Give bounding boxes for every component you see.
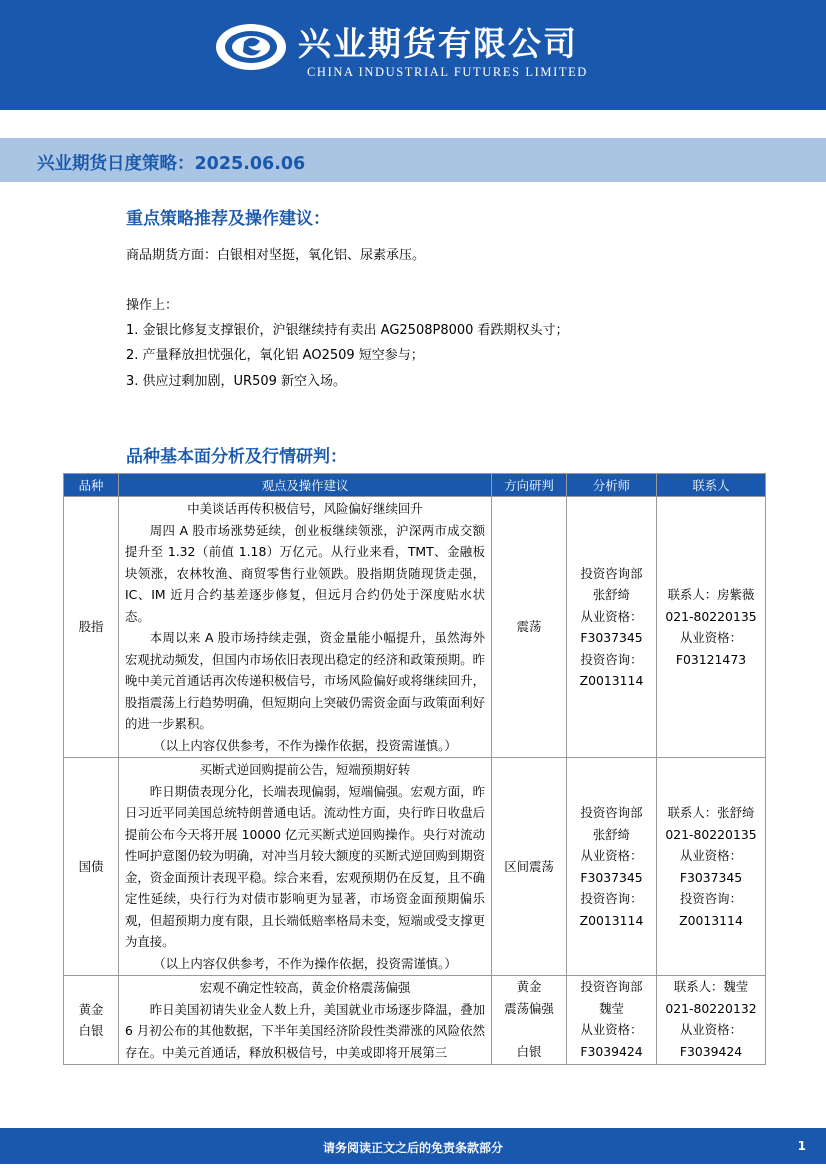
header-direction: 方向研判 [492, 474, 567, 497]
product-cell: 股指 [64, 497, 119, 758]
analyst-name: 魏莹 [599, 1000, 624, 1016]
direction-spacer [495, 1019, 563, 1041]
view-paragraph: 本周以来 A 股市场持续走强，资金量能小幅提升，虽然海外宏观扰动频发，但国内市场依旧表现出稳定的经济和政策预期。昨晚中美元首通话再次传递积极信号，市场风险偏好或将继续回升，股指震荡上行趋势明确，但短期向上突破仍需资金面与政策面利好的进一步累积。 [125, 630, 485, 731]
analyst-advisory-id: Z0013114 [579, 912, 644, 928]
direction-cell [492, 758, 567, 976]
contact-phone: 021-80220135 [665, 826, 757, 842]
contact-name: 联系人：魏莹 [673, 979, 749, 994]
contact-label: 从业资格： [680, 1022, 742, 1037]
view-cell [119, 976, 492, 1065]
document-title: 兴业期货日度策略：2025.06.06 [37, 154, 306, 174]
page-header [0, 0, 826, 110]
direction-text: 震荡 [516, 619, 542, 635]
contact-license: F03121473 [675, 651, 747, 667]
company-name-cn: 兴业期货有限公司 [298, 24, 578, 63]
operations-heading: 操作上： [126, 298, 179, 313]
contact-cell [657, 497, 766, 758]
contact-label: 从业资格： [680, 630, 742, 645]
page-number: 1 [797, 1139, 806, 1153]
analyst-name: 张舒绮 [592, 826, 631, 842]
commodity-summary: 商品期货方面：白银相对坚挺，氧化铝、尿素承压。 [126, 248, 426, 263]
contact-label: 从业资格： [680, 848, 742, 863]
contact-phone: 021-80220135 [665, 608, 757, 624]
analyst-cell [567, 976, 657, 1065]
analyst-label: 投资咨询： [580, 891, 643, 906]
product-name: 白银 [78, 1023, 104, 1038]
strategy-heading: 重点策略推荐及操作建议： [126, 209, 330, 229]
company-name-en: CHINA INDUSTRIAL FUTURES LIMITED [307, 65, 588, 79]
table-row [64, 976, 766, 1065]
company-logo-icon [214, 22, 288, 72]
analyst-advisory-id: Z0013114 [579, 673, 644, 688]
direction-cell [492, 497, 567, 758]
contact-advisory-id: Z0013114 [679, 912, 743, 928]
header-product: 品种 [64, 474, 119, 497]
analyst-dept: 投资咨询部 [580, 805, 643, 820]
contact-cell [657, 758, 766, 976]
header-view: 观点及操作建议 [119, 474, 492, 497]
header-analyst: 分析师 [567, 474, 657, 497]
direction-product: 黄金 [516, 979, 542, 994]
direction-text: 震荡偏强 [504, 1000, 554, 1016]
view-paragraph: 周四 A 股市场涨势延续，创业板继续领涨，沪深两市成交额提升至 1.32（前值 1.18）万亿元。从行业来看，TMT、金融板块领涨，农林牧渔、商贸零售行业领跌。股指期货随现货走强，IC、IM 近月合约基差逐步修复，但远月合约仍处于深度贴水状态。 [125, 522, 485, 624]
analysis-table [63, 473, 766, 1065]
table-header-row [64, 474, 766, 497]
table-row [64, 497, 766, 758]
analyst-name: 张舒绮 [592, 587, 631, 602]
contact-label: 投资咨询： [680, 891, 742, 906]
contact-name: 联系人：房紫薇 [667, 587, 755, 602]
analyst-license: F3037345 [580, 630, 643, 645]
operation-item: 1. 金银比修复支撑银价，沪银继续持有卖出 AG2508P8000 看跌期权头寸； [126, 323, 569, 338]
analyst-dept: 投资咨询部 [580, 565, 643, 581]
product-cell: 国债 [64, 758, 119, 976]
analyst-label: 从业资格： [580, 848, 643, 863]
disclaimer: （以上内容仅供参考，不作为操作依据，投资需谨慎。） [153, 737, 457, 753]
view-headline: 宏观不确定性较高，黄金价格震荡偏强 [199, 980, 411, 995]
direction-cell [492, 976, 567, 1065]
contact-license: F3039424 [679, 1043, 743, 1059]
disclaimer: （以上内容仅供参考，不作为操作依据，投资需谨慎。） [153, 955, 457, 971]
analyst-license: F3039424 [580, 1043, 643, 1059]
analyst-license: F3037345 [580, 869, 643, 885]
analyst-label: 投资咨询： [580, 651, 643, 667]
operation-item: 3. 供应过剩加剧，UR509 新空入场。 [126, 374, 347, 389]
contact-phone: 021-80220132 [665, 1000, 757, 1016]
analyst-label: 从业资格： [580, 1022, 643, 1037]
view-paragraph: 昨日美国初请失业金人数上升，美国就业市场逐步降温，叠加 6 月初公布的其他数据，下半年美国经济阶段性类滞涨的风险依然存在。中美元首通话，释放积极信号，中美或即将开展第三 [125, 1001, 485, 1060]
analyst-dept: 投资咨询部 [580, 979, 643, 994]
direction-text: 区间震荡 [504, 858, 554, 874]
product-cell [64, 976, 119, 1065]
operation-item: 2. 产量释放担忧强化，氧化铝 AO2509 短空参与； [126, 348, 424, 363]
table-row [64, 758, 766, 976]
contact-cell [657, 976, 766, 1065]
analyst-cell [567, 497, 657, 758]
contact-name: 联系人：张舒绮 [667, 805, 755, 820]
disclaimer-notice: 请务阅读正文之后的免责条款部分 [322, 1141, 503, 1155]
direction-product: 白银 [516, 1043, 542, 1059]
contact-license: F3037345 [679, 869, 743, 885]
analyst-cell [567, 758, 657, 976]
view-headline: 中美谈话再传积极信号，风险偏好继续回升 [187, 501, 423, 516]
analyst-label: 从业资格： [580, 608, 643, 624]
view-paragraph: 昨日期债表现分化，长端表现偏弱，短端偏强。宏观方面，昨日习近平同美国总统特朗普通电话。流动性方面，央行昨日收盘后提前公布今天将开展 10000 亿元买断式逆回购操作。央行对流动性呵护意图仍较为明确，对冲当月较大额度的买断式逆回购到期资金，资金面预计表现平稳。综合来看，宏观预期仍在反复，且不确定性延续，央行行为对债市影响更为显著，市场资金面预期偏乐观，但超预期力度有限，且长端低赔率格局未变，短端或受支撑更为直接。 [125, 783, 485, 949]
page-footer [0, 1128, 826, 1164]
analysis-heading: 品种基本面分析及行情研判： [126, 447, 347, 467]
product-name: 黄金 [78, 1001, 104, 1017]
view-headline: 买断式逆回购提前公告，短端预期好转 [199, 762, 411, 777]
view-cell [119, 758, 492, 976]
header-contact: 联系人 [657, 474, 766, 497]
view-cell [119, 497, 492, 758]
